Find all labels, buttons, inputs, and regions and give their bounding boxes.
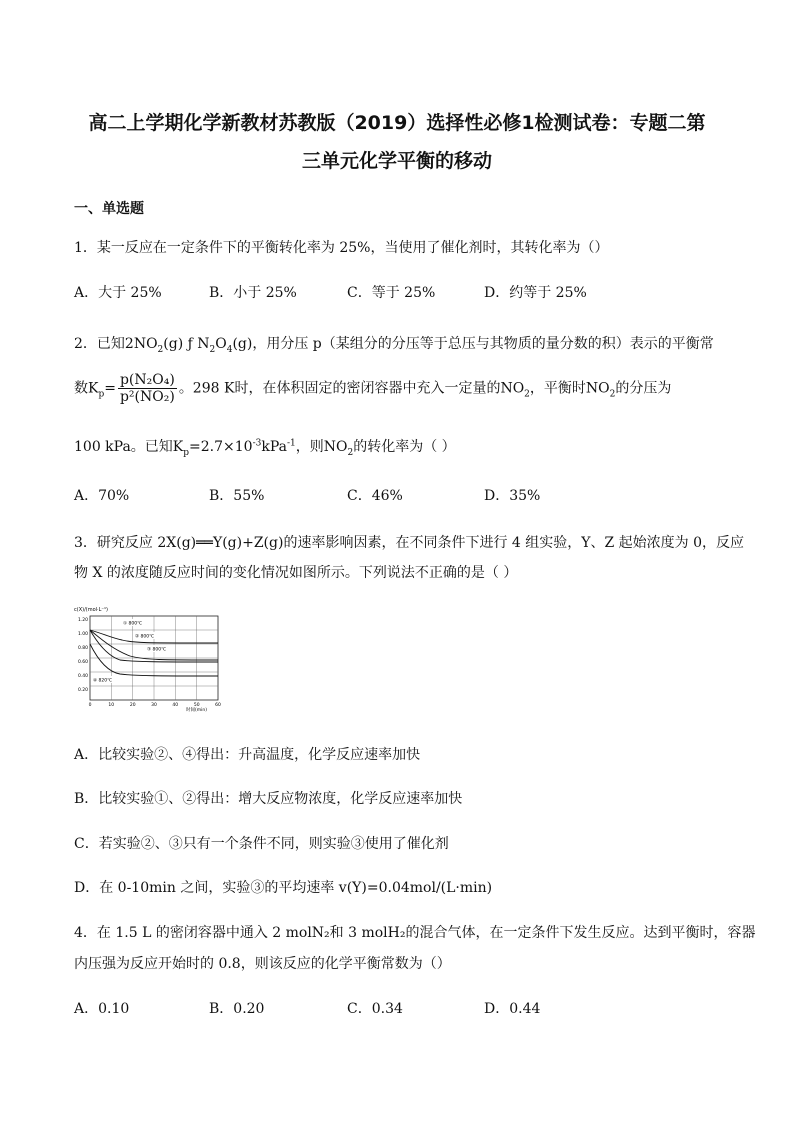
q2-option-b: B．55% bbox=[209, 488, 265, 504]
section-heading: 一、单选题 bbox=[74, 201, 144, 217]
q4-option-c: C．0.34 bbox=[347, 1001, 403, 1017]
q3-option-c: C．若实验②、③只有一个条件不同，则实验③使用了催化剂 bbox=[74, 836, 449, 852]
curve-label-1: ① 800℃ bbox=[123, 621, 143, 627]
q1-option-c: C．等于 25% bbox=[347, 285, 436, 301]
q2-option-c: C．46% bbox=[347, 488, 403, 504]
q1-option-b: B．小于 25% bbox=[209, 285, 297, 301]
y-tick: 0.60 bbox=[77, 660, 88, 665]
q1-option-d: D．约等于 25% bbox=[484, 285, 587, 301]
x-tick: 10 bbox=[108, 703, 115, 708]
y-tick: 1.00 bbox=[77, 632, 88, 637]
question-3-line-2: 物 X 的浓度随反应时间的变化情况如图所示。下列说法不正确的是（ ） bbox=[74, 565, 518, 581]
document-title-line-2: 三单元化学平衡的移动 bbox=[301, 150, 492, 172]
q1-option-a: A．大于 25% bbox=[74, 285, 162, 301]
x-tick: 30 bbox=[151, 703, 157, 708]
x-tick: 0 bbox=[88, 703, 92, 708]
y-tick: 0.80 bbox=[77, 646, 88, 651]
y-tick: 0.40 bbox=[77, 674, 88, 679]
kp-fraction: $\frac{\text{p(N₂O₄)}}{\text{p²(NO₂)}}$ bbox=[119, 372, 175, 405]
q3-option-a: A．比较实验②、④得出：升高温度，化学反应速率加快 bbox=[74, 747, 421, 763]
q4-option-d: D．0.44 bbox=[484, 1001, 541, 1017]
graph-y-label: c(X)/(mol·L⁻¹) bbox=[74, 607, 108, 613]
x-tick: 20 bbox=[129, 703, 136, 708]
question-2-line-1: 2．已知$2NO_2(g)$ ƒ $N_2O_4(g)$，用分压 p（某组分的分压等于总压与其物质的量分数的积）表示的平衡常 bbox=[74, 336, 714, 355]
q3-option-b: B．比较实验①、②得出：增大反应物浓度，化学反应速率加快 bbox=[74, 791, 463, 807]
question-3-line-1: 3．研究反应 2X(g)══Y(g)+Z(g)的速率影响因素，在不同条件下进行 4 组实验，Y、Z 起始浓度为 0，反应 bbox=[74, 535, 745, 551]
question-4-line-1: 4．在 1.5 L 的密闭容器中通入 2 molN₂和 3 molH₂的混合气体，在一定条件下发生反应。达到平衡时，容器 bbox=[74, 925, 756, 941]
question-2-line-3: 100 kPa。已知$K_p=2.7\times 10^{-3}kPa^{-1}$，则$NO_2$的转化率为（ ） bbox=[74, 438, 456, 458]
question-2-line-2: 数$K_p=$ $\frac{\text{p(N₂O₄)}}{\text{p²(NO₂)}}$ 。298 K时，在体积固定的密闭容器中充入一定量的$NO_2$，平衡时$NO_2$的分压为 bbox=[74, 372, 672, 405]
curve-label-2: ② 800℃ bbox=[135, 634, 155, 640]
q4-option-b: B．0.20 bbox=[209, 1001, 265, 1017]
question-1-stem: 1．某一反应在一定条件下的平衡转化率为 25%，当使用了催化剂时，其转化率为（） bbox=[74, 240, 609, 256]
y-tick: 0.20 bbox=[77, 688, 88, 693]
curve-label-3: ③ 800℃ bbox=[147, 647, 167, 653]
x-tick: 60 bbox=[215, 703, 221, 708]
q4-option-a: A．0.10 bbox=[74, 1001, 130, 1017]
graph-grid bbox=[90, 616, 218, 700]
q3-option-d: D．在 0-10min 之间，实验③的平均速率 v(Y)=0.04mol/(L·min) bbox=[74, 880, 493, 896]
y-tick: 1.20 bbox=[77, 618, 88, 623]
concentration-time-graph bbox=[74, 604, 234, 712]
graph-x-label: 时间(min) bbox=[186, 708, 207, 712]
q2-option-a: A．70% bbox=[74, 488, 130, 504]
q2-option-d: D．35% bbox=[484, 488, 541, 504]
document-title-line-1: 高二上学期化学新教材苏教版（2019）选择性必修1检测试卷：专题二第 bbox=[88, 112, 706, 134]
x-tick: 50 bbox=[193, 703, 200, 708]
curve-label-4: ④ 820℃ bbox=[93, 678, 113, 684]
question-4-line-2: 内压强为反应开始时的 0.8，则该反应的化学平衡常数为（） bbox=[74, 956, 451, 972]
x-tick: 40 bbox=[172, 703, 179, 708]
